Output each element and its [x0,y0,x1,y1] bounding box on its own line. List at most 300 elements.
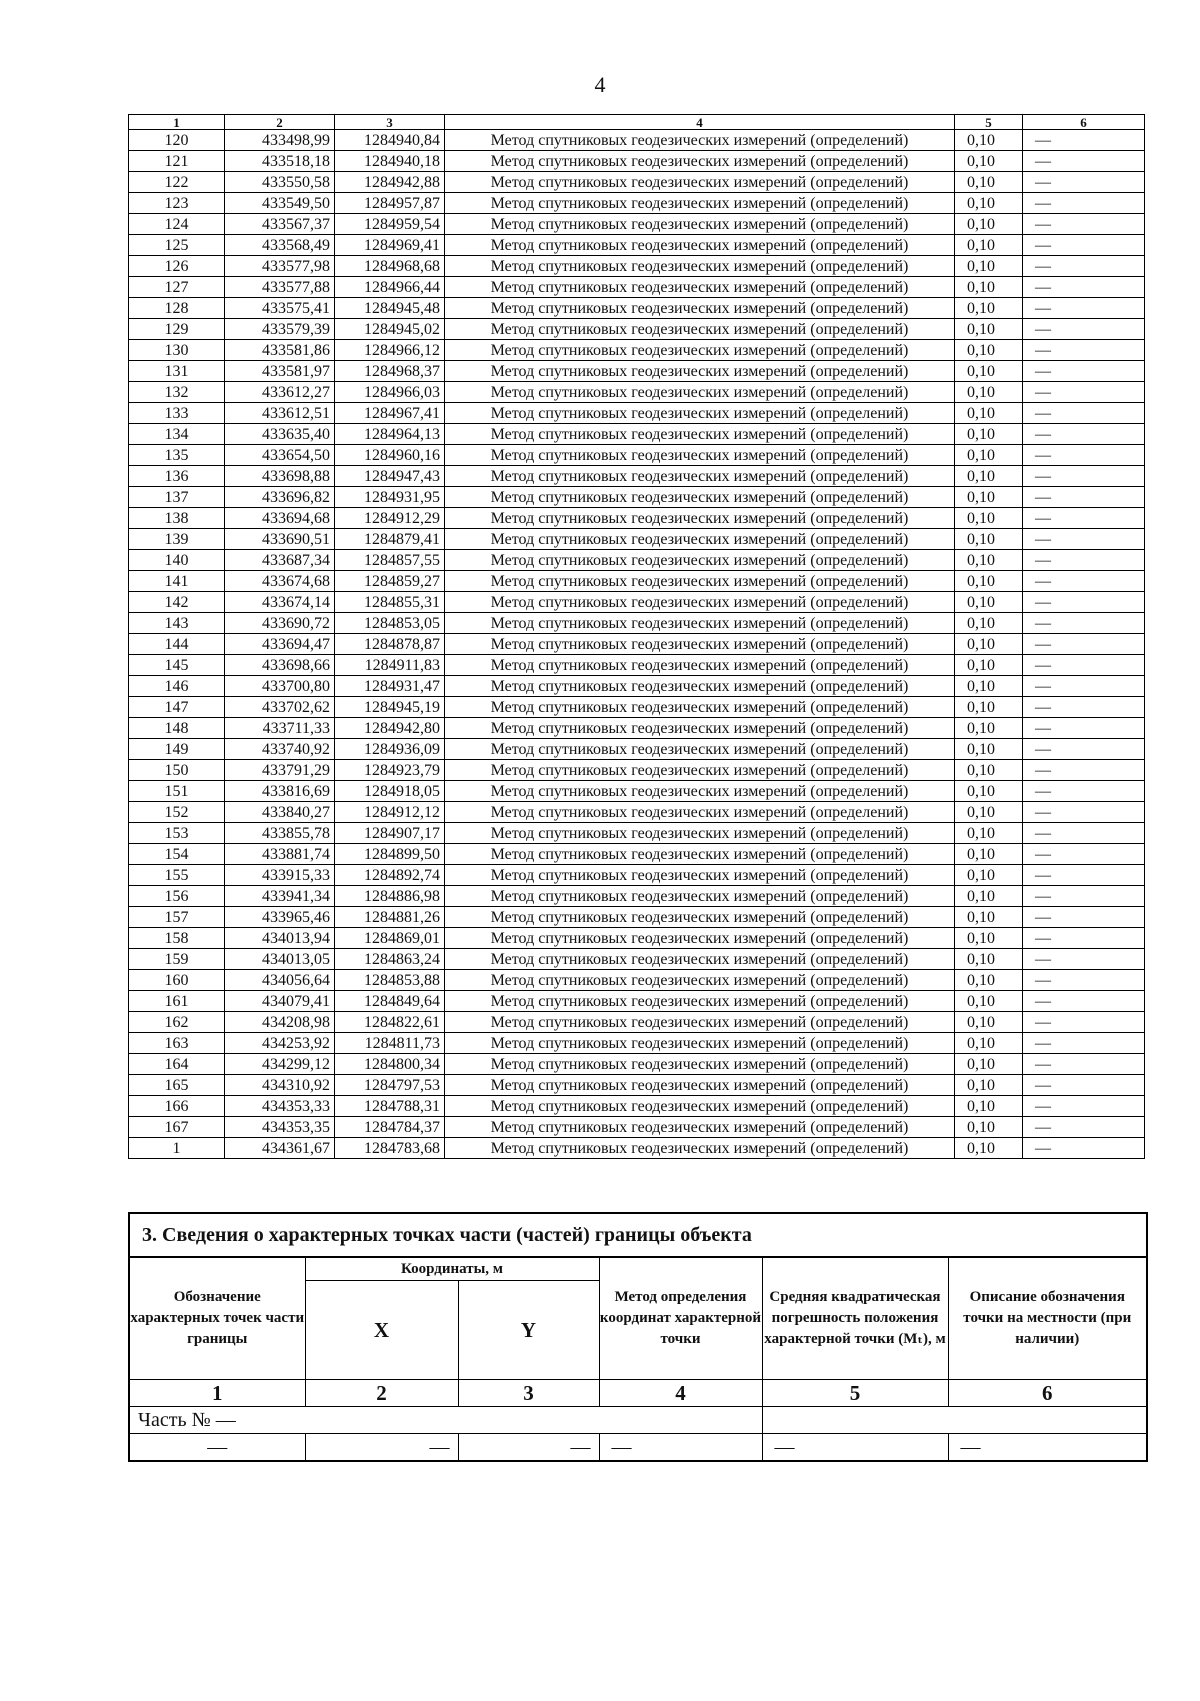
x-coordinate-cell: 433941,34 [225,886,335,907]
table-row [129,634,1145,655]
point-number-cell: 137 [129,487,225,508]
table-row [129,130,1145,151]
method-cell: Метод спутниковых геодезических измерений (определений) [445,739,955,760]
y-coordinate-cell: 1284945,02 [335,319,445,340]
table-row [129,529,1145,550]
y-coordinate-cell: 1284964,13 [335,424,445,445]
accuracy-cell: 0,10 [955,697,1023,718]
method-cell: Метод спутниковых геодезических измерений (определений) [445,529,955,550]
method-cell: Метод спутниковых геодезических измерений (определений) [445,697,955,718]
x-coordinate-cell: 434013,94 [225,928,335,949]
method-cell: Метод спутниковых геодезических измерений (определений) [445,424,955,445]
y-coordinate-cell: 1284966,12 [335,340,445,361]
x-coordinate-cell: 433816,69 [225,781,335,802]
y-coordinate-cell: 1284800,34 [335,1054,445,1075]
point-number-cell: 129 [129,319,225,340]
description-cell: — [1023,571,1145,592]
accuracy-cell: 0,10 [955,382,1023,403]
y-coordinate-cell: 1284966,03 [335,382,445,403]
y-coordinate-cell: 1284959,54 [335,214,445,235]
accuracy-cell: 0,10 [955,592,1023,613]
x-coordinate-cell: 433965,46 [225,907,335,928]
y-coordinate-cell: 1284892,74 [335,865,445,886]
method-cell: Метод спутниковых геодезических измерений (определений) [445,361,955,382]
accuracy-cell: 0,10 [955,1033,1023,1054]
description-cell: — [1023,802,1145,823]
y-coordinate-cell: 1284969,41 [335,235,445,256]
col-coordinates: Координаты, м [305,1257,599,1281]
table-row [129,844,1145,865]
point-number-cell: 142 [129,592,225,613]
method-cell: Метод спутниковых геодезических измерений (определений) [445,949,955,970]
point-number-cell: 159 [129,949,225,970]
description-cell: — [1023,760,1145,781]
method-cell: Метод спутниковых геодезических измерений (определений) [445,886,955,907]
y-coordinate-cell: 1284784,37 [335,1117,445,1138]
point-number-cell: 124 [129,214,225,235]
description-cell: — [1023,403,1145,424]
description-cell: — [1023,1075,1145,1096]
x-coordinate-cell: 433687,34 [225,550,335,571]
accuracy-cell: 0,10 [955,718,1023,739]
x-coordinate-cell: 434253,92 [225,1033,335,1054]
method-cell: Метод спутниковых геодезических измерений (определений) [445,970,955,991]
description-cell: — [1023,592,1145,613]
table-row [129,613,1145,634]
description-cell: — [1023,130,1145,151]
table-row [129,214,1145,235]
point-number-cell: 166 [129,1096,225,1117]
point-number-cell: 128 [129,298,225,319]
description-cell: — [1023,1033,1145,1054]
description-cell: — [1023,907,1145,928]
point-number-cell: 145 [129,655,225,676]
x-coordinate-cell: 434353,35 [225,1117,335,1138]
y-coordinate-cell: 1284945,48 [335,298,445,319]
x-coordinate-cell: 433581,86 [225,340,335,361]
x-coordinate-cell: 433568,49 [225,235,335,256]
accuracy-cell: 0,10 [955,991,1023,1012]
description-cell: — [1023,235,1145,256]
part-empty-cell [762,1407,1147,1434]
x-coordinate-cell: 433855,78 [225,823,335,844]
description-cell: — [1023,823,1145,844]
coordinates-table [128,114,1145,1159]
method-cell: Метод спутниковых геодезических измерений (определений) [445,214,955,235]
table-row [129,382,1145,403]
method-cell: Метод спутниковых геодезических измерений (определений) [445,1012,955,1033]
x-coordinate-cell: 433915,33 [225,865,335,886]
accuracy-cell: 0,10 [955,613,1023,634]
point-number-cell: 127 [129,277,225,298]
dash-cell: — [948,1434,1147,1462]
x-coordinate-cell: 433740,92 [225,739,335,760]
table-row [129,172,1145,193]
col-point-designation: Обозначение характерных точек части границы [129,1257,305,1380]
y-coordinate-cell: 1284907,17 [335,823,445,844]
accuracy-cell: 0,10 [955,1096,1023,1117]
table-row [129,823,1145,844]
accuracy-cell: 0,10 [955,1075,1023,1096]
description-cell: — [1023,466,1145,487]
accuracy-cell: 0,10 [955,298,1023,319]
table-row [129,739,1145,760]
y-coordinate-cell: 1284967,41 [335,403,445,424]
table-row [129,802,1145,823]
method-cell: Метод спутниковых геодезических измерений (определений) [445,466,955,487]
description-cell: — [1023,1054,1145,1075]
accuracy-cell: 0,10 [955,1117,1023,1138]
x-coordinate-cell: 433840,27 [225,802,335,823]
x-coordinate-cell: 434013,05 [225,949,335,970]
accuracy-cell: 0,10 [955,1012,1023,1033]
col-number: 6 [948,1380,1147,1407]
accuracy-cell: 0,10 [955,340,1023,361]
description-cell: — [1023,655,1145,676]
point-number-cell: 163 [129,1033,225,1054]
table-row [129,277,1145,298]
table-row [129,886,1145,907]
col-x: X [305,1281,458,1380]
point-number-cell: 148 [129,718,225,739]
x-coordinate-cell: 433674,68 [225,571,335,592]
table-row [129,991,1145,1012]
description-cell: — [1023,844,1145,865]
description-cell: — [1023,424,1145,445]
col-header: 2 [225,115,335,130]
point-number-cell: 153 [129,823,225,844]
table-row [129,193,1145,214]
table-row [129,487,1145,508]
x-coordinate-cell: 434353,33 [225,1096,335,1117]
description-cell: — [1023,949,1145,970]
table-row [129,676,1145,697]
accuracy-cell: 0,10 [955,760,1023,781]
x-coordinate-cell: 434299,12 [225,1054,335,1075]
x-coordinate-cell: 433696,82 [225,487,335,508]
table-row [129,865,1145,886]
point-number-cell: 135 [129,445,225,466]
description-cell: — [1023,718,1145,739]
method-cell: Метод спутниковых геодезических измерений (определений) [445,340,955,361]
table-row [129,319,1145,340]
point-number-cell: 139 [129,529,225,550]
method-cell: Метод спутниковых геодезических измерений (определений) [445,802,955,823]
accuracy-cell: 0,10 [955,739,1023,760]
y-coordinate-cell: 1284931,95 [335,487,445,508]
description-cell: — [1023,382,1145,403]
y-coordinate-cell: 1284936,09 [335,739,445,760]
y-coordinate-cell: 1284968,37 [335,361,445,382]
accuracy-cell: 0,10 [955,424,1023,445]
point-number-cell: 126 [129,256,225,277]
coordinates-table-body [129,130,1145,1159]
method-cell: Метод спутниковых геодезических измерений (определений) [445,844,955,865]
method-cell: Метод спутниковых геодезических измерений (определений) [445,277,955,298]
table-row [129,445,1145,466]
point-number-cell: 155 [129,865,225,886]
table-row [129,1075,1145,1096]
accuracy-cell: 0,10 [955,487,1023,508]
table-row [129,718,1145,739]
method-cell: Метод спутниковых геодезических измерений (определений) [445,907,955,928]
accuracy-cell: 0,10 [955,949,1023,970]
y-coordinate-cell: 1284942,80 [335,718,445,739]
accuracy-cell: 0,10 [955,676,1023,697]
method-cell: Метод спутниковых геодезических измерений (определений) [445,1138,955,1159]
point-number-cell: 133 [129,403,225,424]
table-row [129,1012,1145,1033]
col-number: 2 [305,1380,458,1407]
table-row [129,970,1145,991]
table-row [129,1117,1145,1138]
x-coordinate-cell: 433579,39 [225,319,335,340]
y-coordinate-cell: 1284940,84 [335,130,445,151]
x-coordinate-cell: 433700,80 [225,676,335,697]
method-cell: Метод спутниковых геодезических измерений (определений) [445,403,955,424]
dash-cell: — [599,1434,762,1462]
x-coordinate-cell: 433698,88 [225,466,335,487]
method-cell: Метод спутниковых геодезических измерений (определений) [445,928,955,949]
method-cell: Метод спутниковых геодезических измерений (определений) [445,508,955,529]
point-number-cell: 120 [129,130,225,151]
description-cell: — [1023,550,1145,571]
x-coordinate-cell: 433518,18 [225,151,335,172]
table-row [129,571,1145,592]
y-coordinate-cell: 1284878,87 [335,634,445,655]
description-cell: — [1023,256,1145,277]
x-coordinate-cell: 433577,98 [225,256,335,277]
y-coordinate-cell: 1284881,26 [335,907,445,928]
point-number-cell: 167 [129,1117,225,1138]
col-number: 5 [762,1380,948,1407]
accuracy-cell: 0,10 [955,214,1023,235]
description-cell: — [1023,340,1145,361]
method-cell: Метод спутниковых геодезических измерений (определений) [445,1096,955,1117]
point-number-cell: 157 [129,907,225,928]
accuracy-cell: 0,10 [955,130,1023,151]
table-row [129,697,1145,718]
point-number-cell: 150 [129,760,225,781]
accuracy-cell: 0,10 [955,571,1023,592]
x-coordinate-cell: 434361,67 [225,1138,335,1159]
point-number-cell: 161 [129,991,225,1012]
point-number-cell: 151 [129,781,225,802]
x-coordinate-cell: 433698,66 [225,655,335,676]
accuracy-cell: 0,10 [955,844,1023,865]
description-cell: — [1023,151,1145,172]
point-number-cell: 162 [129,1012,225,1033]
accuracy-cell: 0,10 [955,865,1023,886]
accuracy-cell: 0,10 [955,256,1023,277]
table-row [129,1033,1145,1054]
part-label: Часть № — [129,1407,762,1434]
accuracy-cell: 0,10 [955,235,1023,256]
x-coordinate-cell: 434079,41 [225,991,335,1012]
accuracy-cell: 0,10 [955,193,1023,214]
method-cell: Метод спутниковых геодезических измерений (определений) [445,865,955,886]
table-header-row [129,115,1145,130]
y-coordinate-cell: 1284912,29 [335,508,445,529]
accuracy-cell: 0,10 [955,529,1023,550]
y-coordinate-cell: 1284859,27 [335,571,445,592]
col-method: Метод определения координат характерной точки [599,1257,762,1380]
point-number-cell: 121 [129,151,225,172]
table-row [129,151,1145,172]
dash-cell: — [129,1434,305,1462]
table-row [129,592,1145,613]
description-cell: — [1023,508,1145,529]
description-cell: — [1023,991,1145,1012]
accuracy-cell: 0,10 [955,550,1023,571]
point-number-cell: 152 [129,802,225,823]
col-header: 5 [955,115,1023,130]
dash-cell: — [458,1434,599,1462]
y-coordinate-cell: 1284966,44 [335,277,445,298]
method-cell: Метод спутниковых геодезических измерений (определений) [445,760,955,781]
y-coordinate-cell: 1284849,64 [335,991,445,1012]
point-number-cell: 122 [129,172,225,193]
x-coordinate-cell: 433674,14 [225,592,335,613]
y-coordinate-cell: 1284912,12 [335,802,445,823]
y-coordinate-cell: 1284968,68 [335,256,445,277]
col-number: 1 [129,1380,305,1407]
method-cell: Метод спутниковых геодезических измерений (определений) [445,718,955,739]
table-row [129,760,1145,781]
section-title: 3. Сведения о характерных точках части (частей) границы объекта [129,1213,1147,1257]
description-cell: — [1023,676,1145,697]
y-coordinate-cell: 1284947,43 [335,466,445,487]
accuracy-cell: 0,10 [955,361,1023,382]
col-header: 3 [335,115,445,130]
method-cell: Метод спутниковых геодезических измерений (определений) [445,172,955,193]
col-y: Y [458,1281,599,1380]
description-cell: — [1023,214,1145,235]
method-cell: Метод спутниковых геодезических измерений (определений) [445,151,955,172]
table-row [129,655,1145,676]
point-number-cell: 160 [129,970,225,991]
point-number-cell: 164 [129,1054,225,1075]
method-cell: Метод спутниковых геодезических измерений (определений) [445,634,955,655]
point-number-cell: 154 [129,844,225,865]
y-coordinate-cell: 1284822,61 [335,1012,445,1033]
x-coordinate-cell: 433612,51 [225,403,335,424]
x-coordinate-cell: 433694,47 [225,634,335,655]
accuracy-cell: 0,10 [955,172,1023,193]
dash-cell: — [762,1434,948,1462]
point-number-cell: 131 [129,361,225,382]
accuracy-cell: 0,10 [955,445,1023,466]
method-cell: Метод спутниковых геодезических измерений (определений) [445,592,955,613]
y-coordinate-cell: 1284857,55 [335,550,445,571]
table-row [129,1054,1145,1075]
description-cell: — [1023,298,1145,319]
method-cell: Метод спутниковых геодезических измерений (определений) [445,256,955,277]
x-coordinate-cell: 433577,88 [225,277,335,298]
point-number-cell: 141 [129,571,225,592]
point-number-cell: 147 [129,697,225,718]
x-coordinate-cell: 433567,37 [225,214,335,235]
section3-table [128,1212,1148,1462]
description-cell: — [1023,1096,1145,1117]
description-cell: — [1023,634,1145,655]
y-coordinate-cell: 1284788,31 [335,1096,445,1117]
y-coordinate-cell: 1284797,53 [335,1075,445,1096]
description-cell: — [1023,319,1145,340]
col-accuracy: Средняя квадратическая погрешность положения характерной точки (Mₜ), м [762,1257,948,1380]
y-coordinate-cell: 1284855,31 [335,592,445,613]
method-cell: Метод спутниковых геодезических измерений (определений) [445,781,955,802]
x-coordinate-cell: 434056,64 [225,970,335,991]
description-cell: — [1023,613,1145,634]
point-number-cell: 136 [129,466,225,487]
table-row [129,466,1145,487]
table-row [129,1138,1145,1159]
description-cell: — [1023,361,1145,382]
x-coordinate-cell: 433702,62 [225,697,335,718]
accuracy-cell: 0,10 [955,1138,1023,1159]
point-number-cell: 158 [129,928,225,949]
x-coordinate-cell: 433549,50 [225,193,335,214]
accuracy-cell: 0,10 [955,781,1023,802]
table-row [129,508,1145,529]
method-cell: Метод спутниковых геодезических измерений (определений) [445,550,955,571]
y-coordinate-cell: 1284957,87 [335,193,445,214]
dash-cell: — [305,1434,458,1462]
point-number-cell: 146 [129,676,225,697]
method-cell: Метод спутниковых геодезических измерений (определений) [445,991,955,1012]
point-number-cell: 144 [129,634,225,655]
table-row [129,298,1145,319]
accuracy-cell: 0,10 [955,151,1023,172]
point-number-cell: 125 [129,235,225,256]
method-cell: Метод спутниковых геодезических измерений (определений) [445,1054,955,1075]
description-cell: — [1023,928,1145,949]
x-coordinate-cell: 433654,50 [225,445,335,466]
method-cell: Метод спутниковых геодезических измерений (определений) [445,571,955,592]
method-cell: Метод спутниковых геодезических измерений (определений) [445,613,955,634]
description-cell: — [1023,193,1145,214]
x-coordinate-cell: 433694,68 [225,508,335,529]
x-coordinate-cell: 433711,33 [225,718,335,739]
x-coordinate-cell: 434310,92 [225,1075,335,1096]
accuracy-cell: 0,10 [955,1054,1023,1075]
point-number-cell: 134 [129,424,225,445]
x-coordinate-cell: 433690,51 [225,529,335,550]
accuracy-cell: 0,10 [955,319,1023,340]
description-cell: — [1023,1138,1145,1159]
point-number-cell: 132 [129,382,225,403]
point-number-cell: 138 [129,508,225,529]
point-number-cell: 149 [129,739,225,760]
method-cell: Метод спутниковых геодезических измерений (определений) [445,130,955,151]
point-number-cell: 1 [129,1138,225,1159]
table-row [129,1096,1145,1117]
description-cell: — [1023,739,1145,760]
y-coordinate-cell: 1284945,19 [335,697,445,718]
y-coordinate-cell: 1284960,16 [335,445,445,466]
point-number-cell: 130 [129,340,225,361]
method-cell: Метод спутниковых геодезических измерений (определений) [445,1075,955,1096]
accuracy-cell: 0,10 [955,277,1023,298]
y-coordinate-cell: 1284869,01 [335,928,445,949]
table-row [129,928,1145,949]
accuracy-cell: 0,10 [955,907,1023,928]
y-coordinate-cell: 1284853,88 [335,970,445,991]
x-coordinate-cell: 433690,72 [225,613,335,634]
description-cell: — [1023,277,1145,298]
x-coordinate-cell: 433498,99 [225,130,335,151]
